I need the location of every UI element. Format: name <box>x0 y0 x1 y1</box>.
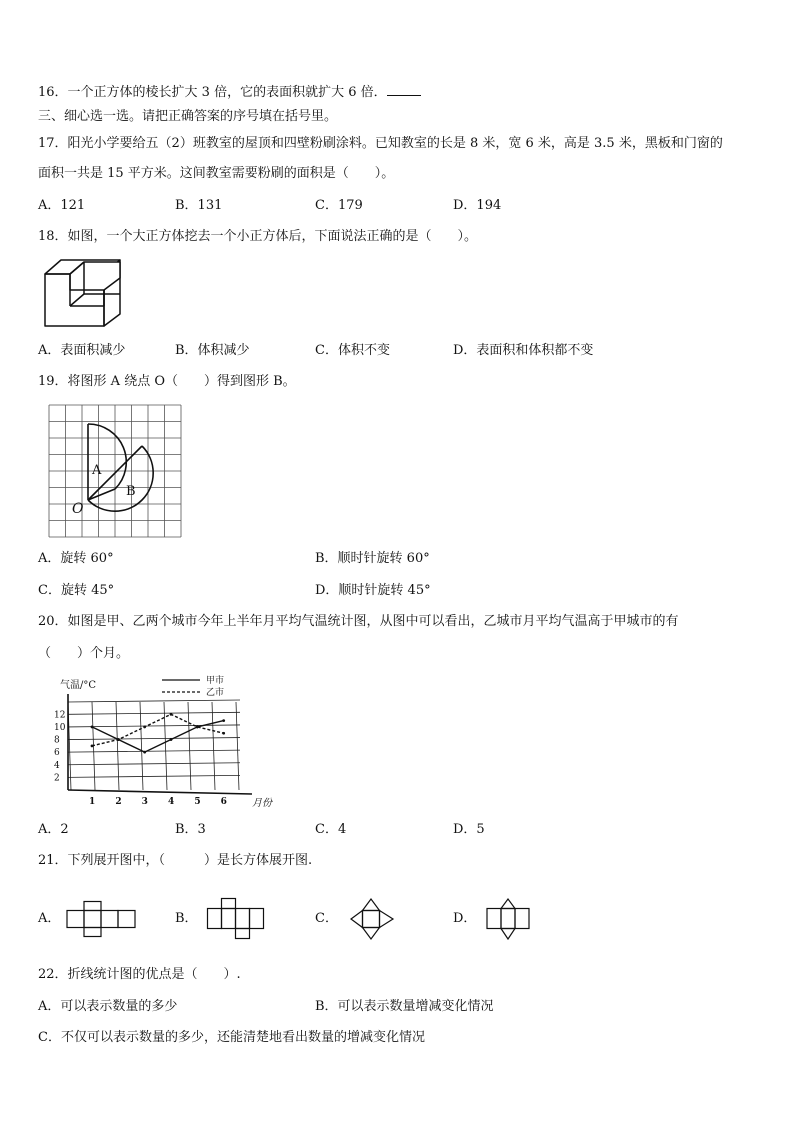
chart-point <box>222 732 225 735</box>
q18-option-d[interactable]: D．表面积和体积都不变 <box>453 343 594 358</box>
q21-option-c[interactable]: C． <box>315 911 338 926</box>
figure-label-o: O <box>72 501 84 517</box>
section-3-heading: 三、细心选一选。请把正确答案的序号填在括号里。 <box>38 109 338 124</box>
chart-point <box>91 744 94 747</box>
question-20-line-2: （ ）个月。 <box>38 646 130 661</box>
q21-option-d[interactable]: D． <box>453 911 477 926</box>
question-19: 19．将图形 A 绕点 O（ ）得到图形 B。 <box>38 374 296 389</box>
chart-y-label: 气温/°C <box>60 680 97 691</box>
question-21: 21．下列展开图中，（ ）是长方体展开图. <box>38 853 313 868</box>
q19-option-d[interactable]: D．顺时针旋转 45° <box>315 583 431 598</box>
q19-option-c[interactable]: C．旋转 45° <box>38 583 115 598</box>
chart-gridline-h <box>68 738 240 740</box>
q22-option-b[interactable]: B．可以表示数量增减变化情况 <box>315 999 494 1014</box>
question-18: 18．如图，一个大正方体挖去一个小正方体后，下面说法正确的是（ ）。 <box>38 229 478 244</box>
net-figure-d[interactable] <box>486 898 532 940</box>
chart-point <box>222 719 225 722</box>
chart-gridline-h <box>68 700 240 702</box>
q17-option-c[interactable]: C．179 <box>315 198 363 213</box>
question-17-line-1: 17．阳光小学要给五（2）班教室的屋顶和四壁粉刷涂料。已知教室的长是 8 米，宽 6 米，高是 3.5 米，黑板和门窗的 <box>38 136 723 151</box>
q17-option-a[interactable]: A．121 <box>38 198 86 213</box>
chart-x-tick-label: 2 <box>115 797 122 807</box>
chart-gridline-v <box>188 702 191 790</box>
chart-point <box>170 738 173 741</box>
chart-y-tick-label: 4 <box>54 760 60 771</box>
chart-series-line-1 <box>92 721 224 753</box>
figure-label-a: A <box>92 463 102 478</box>
chart-point <box>143 726 146 729</box>
chart-y-tick-label: 12 <box>54 710 66 721</box>
chart-point <box>196 726 199 729</box>
net-figure-b[interactable] <box>207 898 267 940</box>
chart-gridline-h <box>68 725 240 727</box>
chart-point <box>170 713 173 716</box>
chart-gridline-v <box>212 702 215 790</box>
q20-option-d[interactable]: D．5 <box>453 822 485 837</box>
figure-label-b: B <box>126 484 136 499</box>
question-17-line-2: 面积一共是 15 平方米。这间教室需要粉刷的面积是（ ）。 <box>38 166 395 181</box>
legend-series-1: 甲市 <box>206 676 225 686</box>
temperature-line-chart <box>40 672 290 812</box>
net-figure-c[interactable] <box>350 898 394 940</box>
chart-point <box>117 738 120 741</box>
q21-option-a[interactable]: A． <box>38 911 61 926</box>
chart-y-tick-label: 2 <box>54 773 60 784</box>
rotation-grid-figure <box>48 404 182 538</box>
chart-y-tick-label: 8 <box>54 735 60 746</box>
chart-x-tick-label: 1 <box>89 797 96 807</box>
q22-option-a[interactable]: A．可以表示数量的多少 <box>38 999 178 1014</box>
chart-x-axis <box>68 790 252 794</box>
q19-option-a[interactable]: A．旋转 60° <box>38 551 114 566</box>
question-16 <box>38 83 421 101</box>
q20-option-a[interactable]: A．2 <box>38 822 69 837</box>
q22-option-c[interactable]: C．不仅可以表示数量的多少，还能清楚地看出数量的增减变化情况 <box>38 1030 425 1045</box>
chart-point <box>143 751 146 754</box>
q17-option-d[interactable]: D．194 <box>453 198 502 213</box>
chart-x-label: 月份 <box>252 798 272 809</box>
net-figure-a[interactable] <box>66 901 138 937</box>
chart-gridline-v <box>236 702 239 790</box>
q18-option-a[interactable]: A．表面积减少 <box>38 343 126 358</box>
q19-option-b[interactable]: B．顺时针旋转 60° <box>315 551 430 566</box>
chart-x-tick-label: 6 <box>220 797 227 807</box>
chart-legend <box>162 674 224 698</box>
q18-option-b[interactable]: B．体积减少 <box>175 343 250 358</box>
chart-y-tick-label: 10 <box>54 722 66 733</box>
q18-option-c[interactable]: C．体积不变 <box>315 343 390 358</box>
chart-point <box>91 726 94 729</box>
chart-gridline-v <box>164 702 167 790</box>
cube-with-notch-figure <box>40 258 124 330</box>
chart-series-line-2 <box>92 714 224 746</box>
q20-option-b[interactable]: B．3 <box>175 822 206 837</box>
q20-option-c[interactable]: C．4 <box>315 822 347 837</box>
chart-gridline-h <box>68 712 240 714</box>
answer-blank[interactable] <box>387 83 421 96</box>
question-22: 22．折线统计图的优点是（ ）. <box>38 967 241 982</box>
question-20-line-1: 20．如图是甲、乙两个城市今年上半年月平均气温统计图，从图中可以看出，乙城市月平均气温高于甲城市的有 <box>38 614 679 629</box>
q21-option-b[interactable]: B． <box>175 911 198 926</box>
chart-x-tick-label: 3 <box>141 797 148 807</box>
question-16-text: 16．一个正方体的棱长扩大 3 倍，它的表面积就扩大 6 倍． <box>38 85 387 100</box>
chart-x-tick-label: 5 <box>194 797 201 807</box>
legend-series-2: 乙市 <box>206 688 225 698</box>
chart-x-tick-label: 4 <box>168 797 175 807</box>
q17-option-b[interactable]: B．131 <box>175 198 223 213</box>
chart-y-tick-label: 6 <box>54 748 60 759</box>
